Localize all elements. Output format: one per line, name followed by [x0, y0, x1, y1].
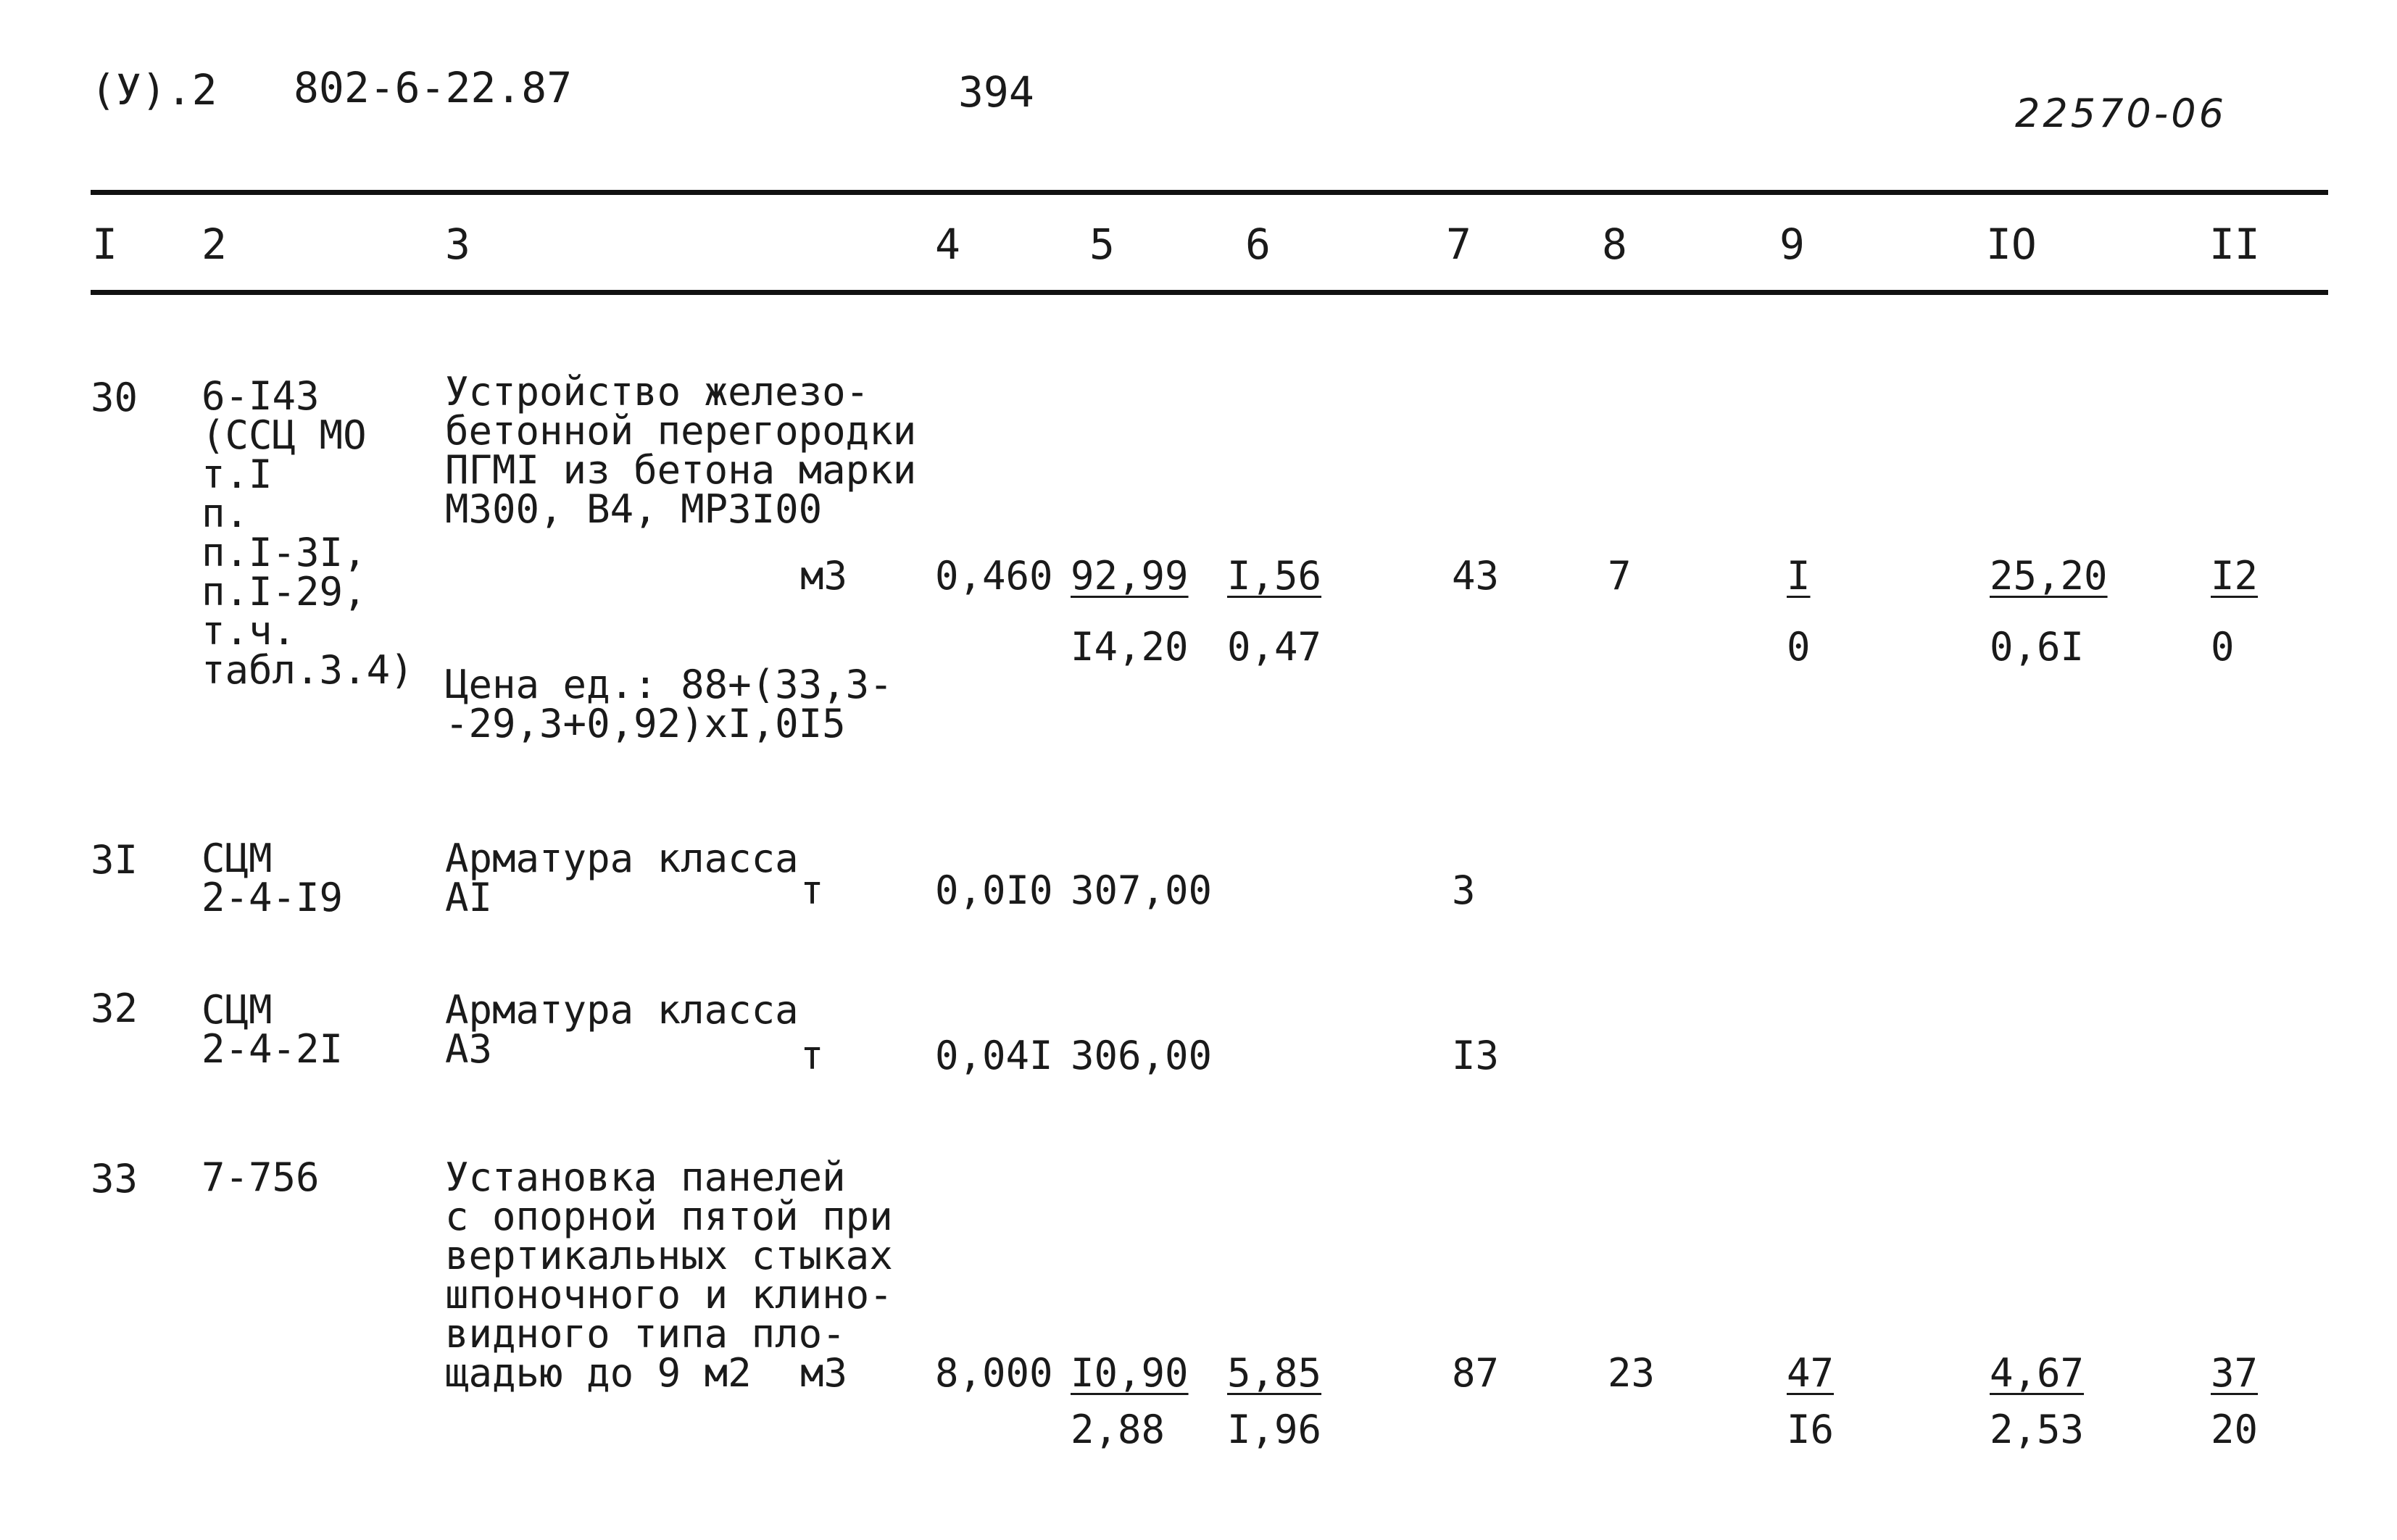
price-formula: Цена ед.: 88+(33,3- -29,3+0,92)xI,0I5	[445, 662, 893, 746]
cell-col6: 5,85	[1227, 1350, 1322, 1396]
column-header: II	[2209, 220, 2260, 269]
cell-col6-sub: 0,47	[1227, 624, 1322, 670]
cell-col5-sub: I4,20	[1071, 624, 1189, 670]
row-number: 3I	[91, 837, 138, 883]
cell-col7: 3	[1452, 867, 1476, 913]
cell-col11: I2	[2211, 553, 2259, 599]
cell-col7: 87	[1452, 1350, 1500, 1396]
row-number: 33	[91, 1156, 138, 1202]
column-header: 2	[202, 220, 227, 269]
cell-col6-sub: I,96	[1227, 1407, 1322, 1452]
cell-col7: 43	[1452, 553, 1500, 599]
column-header: 8	[1602, 220, 1627, 269]
column-header: 7	[1446, 220, 1471, 269]
row-number: 32	[91, 986, 138, 1031]
cell-col10: 25,20	[1990, 553, 2108, 599]
row-description: Установка панелей с опорной пятой при вертикальных стыках шпоночного и клино- видного типа пло- щадью до 9 м2	[445, 1154, 893, 1396]
cell-col7: I3	[1452, 1033, 1500, 1078]
row-number: 30	[91, 375, 138, 420]
cell-col9: 47	[1787, 1350, 1835, 1396]
column-header: I	[92, 220, 117, 269]
cell-col10-sub: 2,53	[1990, 1407, 2085, 1452]
row-description: Устройство железо- бетонной перегородки ПГМI из бетона марки М300, В4, МР3I00	[445, 369, 917, 532]
row-code: СЦМ 2-4-I9	[202, 836, 344, 920]
cell-col11-sub: 20	[2211, 1407, 2259, 1452]
quantity: 8,000	[935, 1350, 1053, 1396]
table-top-rule	[91, 190, 2328, 195]
cell-col9: I	[1787, 553, 1811, 599]
sheet-code: (У).2	[91, 65, 217, 115]
cell-col11-sub: 0	[2211, 624, 2235, 670]
row-description: Арматура класса АI	[445, 836, 799, 920]
page-number: 394	[958, 67, 1034, 117]
unit: т	[800, 867, 824, 913]
cell-col5: 92,99	[1071, 553, 1189, 599]
column-header: 9	[1779, 220, 1805, 269]
row-code: 6-I43 (ССЦ МО т.I п. п.I-3I, п.I-29, т.ч. табл.3.4)	[202, 373, 414, 693]
cell-col5: 306,00	[1071, 1033, 1213, 1078]
row-code: 7-756	[202, 1154, 320, 1200]
quantity: 0,0I0	[935, 867, 1053, 913]
column-header: 3	[445, 220, 470, 269]
table-header-rule	[91, 290, 2328, 295]
cell-col6: I,56	[1227, 553, 1322, 599]
cell-col11: 37	[2211, 1350, 2259, 1396]
unit: т	[800, 1033, 824, 1078]
archive-stamp-number: 22570-06	[2015, 91, 2227, 136]
cell-col9-sub: I6	[1787, 1407, 1835, 1452]
document-number: 802-6-22.87	[294, 63, 573, 112]
cell-col5: I0,90	[1071, 1350, 1189, 1396]
unit: м3	[800, 553, 848, 599]
cell-col10: 4,67	[1990, 1350, 2085, 1396]
column-header: 4	[935, 220, 960, 269]
quantity: 0,04I	[935, 1033, 1053, 1078]
cell-col10-sub: 0,6I	[1990, 624, 2085, 670]
cell-col8: 7	[1608, 553, 1632, 599]
row-code: СЦМ 2-4-2I	[202, 987, 344, 1072]
unit: м3	[800, 1350, 848, 1396]
cell-col9-sub: 0	[1787, 624, 1811, 670]
row-description: Арматура класса А3	[445, 987, 799, 1072]
cell-col8: 23	[1608, 1350, 1656, 1396]
column-header: 6	[1245, 220, 1271, 269]
column-header: IO	[1986, 220, 2037, 269]
cell-col5: 307,00	[1071, 867, 1213, 913]
quantity: 0,460	[935, 553, 1053, 599]
column-header: 5	[1089, 220, 1115, 269]
cell-col5-sub: 2,88	[1071, 1407, 1166, 1452]
